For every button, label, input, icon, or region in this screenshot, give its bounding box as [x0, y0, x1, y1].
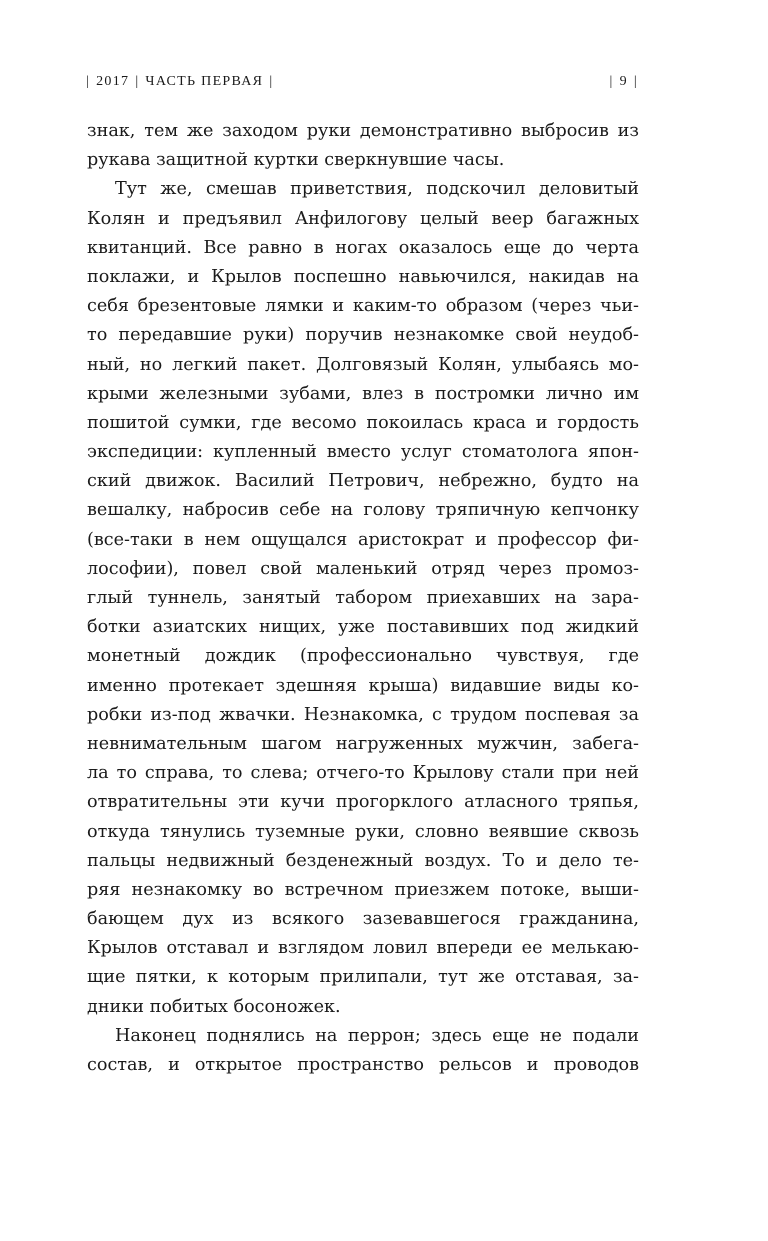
text-line: крыми железными зубами, влез в постромки лично им [87, 383, 639, 404]
text-line: квитанций. Все равно в ногах оказалось еще до черта [87, 237, 639, 258]
paragraph [87, 175, 639, 1021]
running-head-left [86, 74, 279, 90]
year-label: 2017 [96, 74, 130, 89]
text-line: ла то справа, то слева; отчего-то Крылову стали при ней [87, 763, 639, 784]
text-line: Наконец поднялись на перрон; здесь еще не подали [115, 1025, 639, 1046]
text-line: Тут же, смешав приветствия, подскочил деловитый [115, 179, 639, 200]
section-title: ЧАСТЬ ПЕРВАЯ [145, 74, 264, 89]
text-line: ряя незнакомку во встречном приезжем потоке, выши- [87, 879, 639, 900]
text-line: Колян и предъявил Анфилогову целый веер багажных [87, 208, 639, 229]
paragraph [87, 1022, 639, 1080]
text-line: ный, но легкий пакет. Долговязый Колян, улыбаясь мо- [87, 354, 639, 375]
page-number: 9 [619, 74, 628, 89]
text-line: робки из-под жвачки. Незнакомка, с трудом поспевая за [87, 704, 639, 725]
text-line: то передавшие руки) поручив незнакомке свой неудоб- [87, 325, 639, 346]
body-text [87, 117, 639, 1080]
text-line: вешалку, набросив себе на голову тряпичную кепчонку [87, 500, 639, 521]
text-line: щие пятки, к которым прилипали, тут же отставая, за- [87, 967, 639, 988]
text-line: отвратительны эти кучи прогорклого атласного тряпья, [87, 792, 639, 813]
text-line: рукава защитной куртки сверкнувшие часы. [87, 150, 505, 171]
text-line: (все-таки в нем ощущался аристократ и профессор фи- [87, 529, 639, 550]
separator-bar: | [609, 74, 614, 89]
running-head [86, 74, 638, 94]
text-line: поклажи, и Крылов поспешно навьючился, накидав на [87, 266, 639, 287]
text-line: лософии), повел свой маленький отряд через промоз- [87, 558, 639, 579]
text-line: состав, и открытое пространство рельсов и проводов [87, 1055, 639, 1075]
running-head-right [603, 74, 638, 90]
separator-bar: | [135, 74, 140, 89]
text-line: пошитой сумки, где весомо покоилась краса и гордость [87, 412, 639, 433]
text-line: экспедиции: купленный вместо услуг стоматолога япон- [87, 442, 639, 463]
text-line: монетный дождик (профессионально чувствуя, где [87, 646, 639, 667]
separator-bar: | [633, 74, 638, 89]
text-line: ботки азиатских нищих, уже поставивших под жидкий [87, 617, 639, 638]
text-line: глый туннель, занятый табором приехавших на зара- [87, 588, 639, 608]
text-line: невнимательным шагом нагруженных мужчин, забега- [87, 733, 639, 754]
text-line: бающем дух из всякого зазевавшегося гражданина, [87, 909, 639, 930]
text-line: дники побитых босоножек. [87, 996, 341, 1017]
separator-bar: | [269, 74, 274, 89]
text-line: ский движок. Василий Петрович, небрежно, будто на [87, 471, 639, 492]
text-line: откуда тянулись туземные руки, словно веявшие сквозь [87, 821, 639, 842]
text-line: себя брезентовые лямки и каким-то образом (через чьи- [87, 296, 639, 317]
paragraph [87, 117, 639, 175]
text-line: Крылов отставал и взглядом ловил впереди ее мелькаю- [87, 938, 639, 959]
separator-bar: | [86, 74, 91, 89]
text-line: именно протекает здешняя крыша) видавшие виды ко- [87, 675, 639, 696]
text-line: знак, тем же заходом руки демонстративно выбросив из [87, 121, 639, 141]
text-line: пальцы недвижный безденежный воздух. То и дело те- [87, 850, 639, 871]
